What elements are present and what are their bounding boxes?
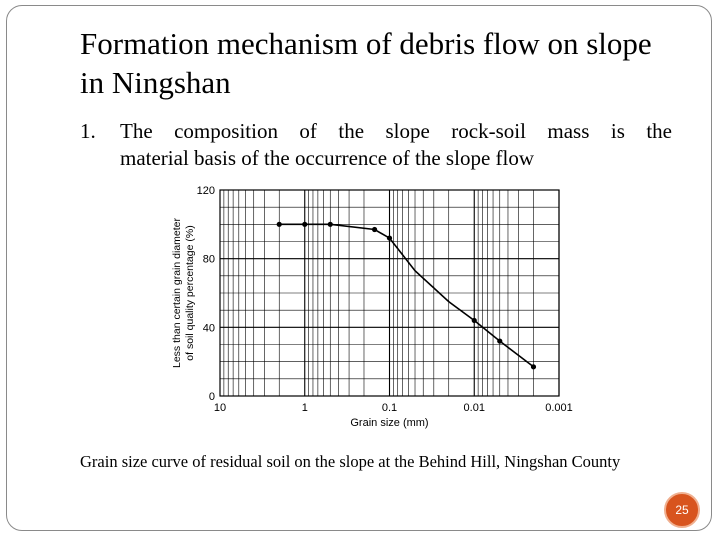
grain-size-curve [277, 222, 536, 370]
y-axis-label-continued: of soil quality percentage (%) [184, 225, 196, 361]
series-line [279, 224, 533, 366]
y-tick-label: 120 [196, 185, 215, 197]
x-tick-labels [214, 402, 573, 414]
x-tick-label: 1 [301, 402, 308, 414]
x-axis-label: Grain size (mm) [350, 417, 429, 429]
x-tick-label: 0.01 [463, 402, 485, 414]
bullet-text-continued: material basis of the occurrence of the slope flow [120, 146, 535, 170]
x-tick-label: 0.1 [381, 402, 398, 414]
data-point [328, 222, 333, 227]
data-point [472, 318, 477, 323]
figure-caption: Grain size curve of residual soil on the slope at the Behind Hill, Ningshan County [80, 452, 621, 471]
data-point [302, 222, 307, 227]
data-point [531, 364, 536, 369]
y-tick-label: 80 [202, 253, 215, 266]
y-tick-labels [197, 185, 215, 403]
data-point [497, 338, 502, 343]
page-number-badge: 25 [664, 492, 700, 528]
y-tick-label: 0 [208, 391, 215, 403]
bullet-number: 1. [80, 119, 96, 143]
y-axis-label: Less than certain grain diameter [171, 218, 183, 368]
x-tick-label: 10 [213, 402, 227, 414]
data-point [372, 227, 377, 232]
grain-size-chart [160, 180, 580, 435]
y-tick-label: 40 [202, 322, 215, 335]
x-tick-label: 0.001 [545, 402, 573, 414]
bullet-text: The composition of the slope rock-soil mass is the [120, 119, 672, 143]
chart-grid [220, 190, 559, 396]
data-point [277, 222, 282, 227]
data-point [387, 235, 392, 240]
slide-title: Formation mechanism of debris flow on slope in Ningshan [80, 26, 652, 100]
